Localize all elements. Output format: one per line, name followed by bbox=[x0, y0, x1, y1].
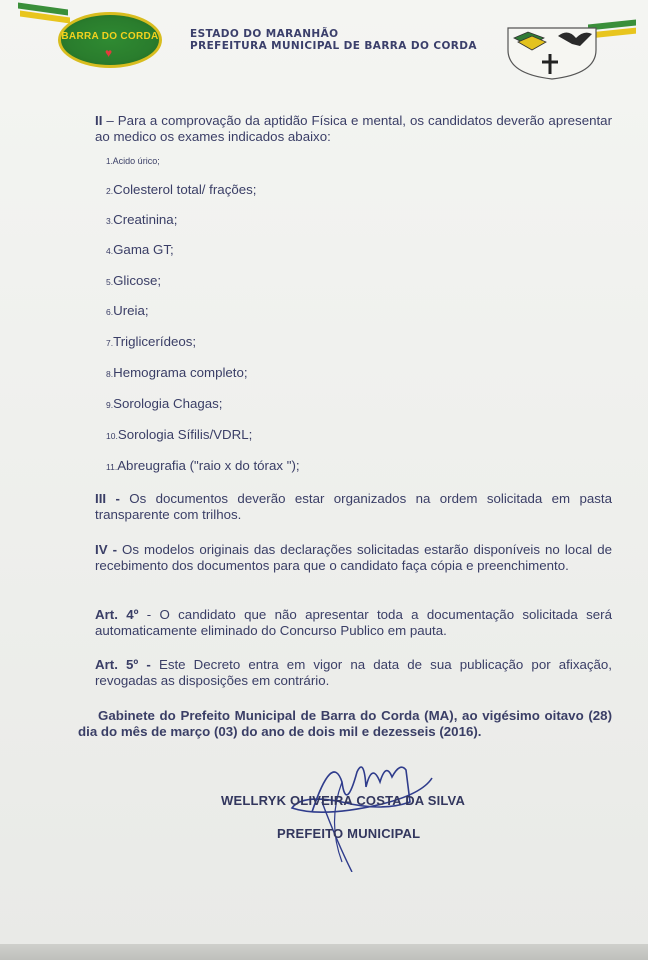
signer-name: WELLRYK OLIVEIRA COSTA DA SILVA bbox=[221, 793, 466, 808]
section-iv-label: IV - bbox=[95, 542, 118, 557]
section-ii-label: II bbox=[95, 113, 103, 128]
article-5-label: Art. 5º - bbox=[95, 657, 151, 672]
city-logo bbox=[58, 12, 162, 68]
section-ii bbox=[95, 113, 612, 145]
exam-item: 8.Hemograma completo; bbox=[106, 365, 248, 380]
coat-of-arms-icon bbox=[506, 24, 598, 80]
exam-item: 2.Colesterol total/ frações; bbox=[106, 182, 257, 197]
state-name: ESTADO DO MARANHÃO bbox=[190, 28, 339, 40]
exam-item: 1.Acido úrico; bbox=[106, 156, 160, 166]
exam-item: 6.Ureia; bbox=[106, 303, 149, 318]
exam-item: 3.Creatinina; bbox=[106, 212, 178, 227]
exam-item: 10.Sorologia Sífilis/VDRL; bbox=[106, 427, 253, 442]
article-5 bbox=[95, 657, 612, 689]
exam-item: 11.Abreugrafia ("raio x do tórax "); bbox=[106, 458, 300, 473]
section-iv-text: Os modelos originais das declarações solicitadas estarão disponíveis no local de recebimento dos documentos para que o candidato faça cópia e preenchimento. bbox=[95, 542, 612, 573]
section-iii-text: Os documentos deverão estar organizados na ordem solicitada em pasta transparente com trilhos. bbox=[95, 491, 612, 522]
section-ii-text: – Para a comprovação da aptidão Física e mental, os candidatos deverão apresentar ao medico os exames indicados abaixo: bbox=[95, 113, 612, 144]
article-5-text: Este Decreto entra em vigor na data de sua publicação por afixação, revogadas as disposições em contrário. bbox=[95, 657, 612, 688]
exam-item: 4.Gama GT; bbox=[106, 242, 174, 257]
article-4-text: - O candidato que não apresentar toda a documentação solicitada será automaticamente eliminado do Concurso Publico em pauta. bbox=[95, 607, 612, 638]
letterhead bbox=[190, 28, 477, 52]
signer-role: PREFEITO MUNICIPAL bbox=[277, 826, 421, 841]
city-hall-name: PREFEITURA MUNICIPAL DE BARRA DO CORDA bbox=[190, 40, 477, 52]
closing-paragraph: Gabinete do Prefeito Municipal de Barra do Corda (MA), ao vigésimo oitavo (28) dia do mês de março (03) do ano de dois mil e dezesseis (2016). bbox=[78, 708, 612, 739]
section-iii bbox=[95, 491, 612, 523]
section-iv bbox=[95, 542, 612, 574]
section-iii-label: III - bbox=[95, 491, 120, 506]
exam-item: 7.Triglicerídeos; bbox=[106, 334, 197, 349]
article-4 bbox=[95, 607, 612, 639]
article-4-label: Art. 4º bbox=[95, 607, 139, 622]
heart-icon: ♥ bbox=[105, 46, 113, 60]
exam-item: 5.Glicose; bbox=[106, 273, 162, 288]
logo-text: BARRA DO CORDA bbox=[61, 31, 159, 42]
exam-item: 9.Sorologia Chagas; bbox=[106, 396, 223, 411]
table-surface bbox=[0, 944, 648, 960]
